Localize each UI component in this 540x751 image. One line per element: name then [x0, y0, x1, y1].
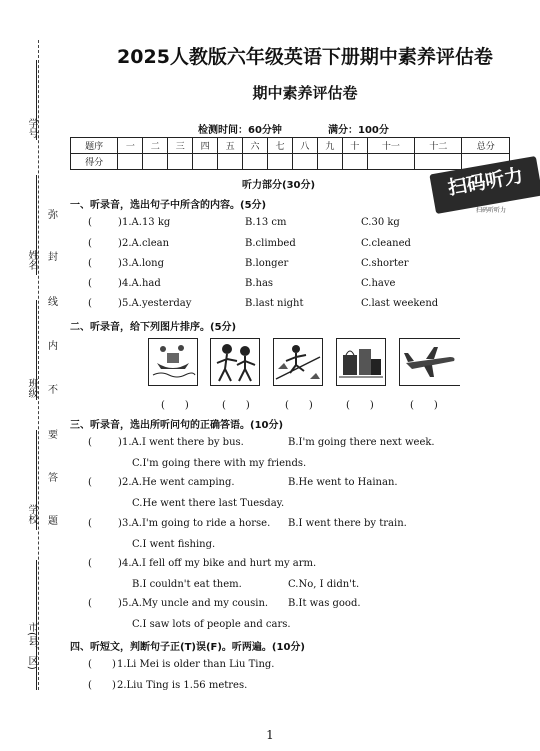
shopping-bags-icon — [337, 339, 385, 385]
seal-char: 题 — [48, 511, 58, 528]
exam-time: 检测时间：60分钟 — [198, 125, 282, 136]
option-c: C.shorter — [361, 258, 409, 269]
answer-paren-open[interactable]: ( — [88, 278, 92, 289]
option-b: B.I'm going there next week. — [288, 437, 435, 448]
answer-paren-close: ) — [118, 217, 122, 228]
answer-paren-close: ) — [118, 518, 122, 529]
score-input-cell[interactable] — [193, 154, 218, 170]
option-c: C.I saw lots of people and cars. — [132, 619, 291, 630]
picture-children-running — [210, 338, 260, 386]
option-a: 1.A.I went there by bus. — [122, 437, 244, 448]
option-b: B.I went there by train. — [288, 518, 407, 529]
picture-order-paren[interactable]: ( ) — [285, 400, 313, 411]
score-input-cell[interactable] — [415, 154, 462, 170]
option-b: B.I couldn't eat them. — [132, 579, 242, 590]
score-input-cell[interactable] — [168, 154, 193, 170]
section-1-heading: 一、听录音，选出句子中所含的内容。(5分) — [70, 200, 267, 211]
section-3-heading: 三、听录音，选出所听问句的正确答语。(10分) — [70, 420, 284, 431]
option-c: C.have — [361, 278, 396, 289]
score-cell: 题序 — [71, 138, 118, 154]
answer-paren-close: ) — [118, 598, 122, 609]
option-a: 4.A.had — [122, 278, 161, 289]
answer-paren-close: ) — [118, 258, 122, 269]
option-c: C.last weekend — [361, 298, 439, 309]
seal-char: 弥 — [48, 205, 58, 222]
page-title: 2025人教版六年级英语下册期中素养评估卷 — [117, 46, 493, 68]
option-a: 5.A.yesterday — [122, 298, 192, 309]
option-b: B.longer — [245, 258, 289, 269]
score-cell: 十一 — [367, 138, 414, 154]
picture-order-paren[interactable]: ( ) — [161, 400, 189, 411]
seal-char: 答 — [48, 468, 58, 485]
running-children-icon — [211, 339, 259, 385]
option-a: 3.A.long — [122, 258, 165, 269]
option-b: B.last night — [245, 298, 304, 309]
picture-ski-slope — [273, 338, 323, 386]
option-c: C.He went there last Tuesday. — [132, 498, 285, 509]
answer-paren-open[interactable]: ( — [88, 680, 92, 691]
city-label: 市(县、区) — [26, 622, 37, 670]
score-table-header-row — [71, 138, 510, 154]
option-b: B.It was good. — [288, 598, 361, 609]
picture-airplane — [399, 338, 460, 386]
answer-paren-open[interactable]: ( — [88, 558, 92, 569]
score-cell: 九 — [317, 138, 342, 154]
option-c: C.No, I didn't. — [288, 579, 360, 590]
picture-order-paren[interactable]: ( ) — [222, 400, 250, 411]
option-a: 5.A.My uncle and my cousin. — [122, 598, 269, 609]
answer-paren-open[interactable]: ( — [88, 518, 92, 529]
student-id-label: 学号 — [26, 118, 37, 138]
answer-paren-open[interactable]: ( — [88, 238, 92, 249]
answer-paren-open[interactable]: ( — [88, 477, 92, 488]
score-table — [70, 137, 510, 170]
answer-paren-close: ) — [112, 680, 116, 691]
seal-char: 线 — [48, 292, 58, 309]
score-cell: 六 — [243, 138, 268, 154]
answer-paren-open[interactable]: ( — [88, 437, 92, 448]
answer-paren-close: ) — [118, 437, 122, 448]
score-cell: 十 — [342, 138, 367, 154]
page-number: 1 — [266, 728, 274, 742]
score-row-label: 得分 — [71, 154, 118, 170]
answer-paren-close: ) — [112, 659, 116, 670]
score-input-cell[interactable] — [367, 154, 414, 170]
answer-paren-open[interactable]: ( — [88, 598, 92, 609]
option-b: B.has — [245, 278, 274, 289]
score-cell: 五 — [218, 138, 243, 154]
picture-order-paren[interactable]: ( ) — [346, 400, 374, 411]
answer-paren-open[interactable]: ( — [88, 217, 92, 228]
option-c: C.I went fishing. — [132, 539, 216, 550]
binding-margin — [0, 0, 66, 751]
score-input-cell[interactable] — [267, 154, 292, 170]
name-label: 姓名 — [26, 250, 37, 270]
seal-char: 不 — [48, 380, 58, 397]
score-cell: 八 — [292, 138, 317, 154]
picture-boat-drawing — [148, 338, 198, 386]
picture-order-paren[interactable]: ( ) — [410, 400, 438, 411]
option-b: B.climbed — [245, 238, 296, 249]
full-score: 满分：100分 — [328, 125, 389, 136]
seal-char: 内 — [48, 336, 58, 353]
answer-paren-close: ) — [118, 238, 122, 249]
option-c: C.30 kg — [361, 217, 400, 228]
answer-paren-close: ) — [118, 477, 122, 488]
score-table-score-row — [71, 154, 510, 170]
score-cell: 七 — [267, 138, 292, 154]
score-cell: 总分 — [462, 138, 510, 154]
option-a: 2.A.clean — [122, 238, 170, 249]
scan-listening-stamp[interactable]: 扫码听力 — [429, 156, 540, 214]
score-cell: 四 — [193, 138, 218, 154]
boat-icon — [149, 339, 197, 385]
picture-shop-goods — [336, 338, 386, 386]
class-label: 班级 — [26, 378, 37, 398]
score-cell: 三 — [168, 138, 193, 154]
score-input-cell[interactable] — [243, 154, 268, 170]
score-input-cell[interactable] — [317, 154, 342, 170]
answer-paren-open[interactable]: ( — [88, 258, 92, 269]
answer-paren-close: ) — [118, 298, 122, 309]
page-subtitle: 期中素养评估卷 — [252, 84, 358, 102]
score-input-cell[interactable] — [218, 154, 243, 170]
option-b: B.13 cm — [245, 217, 287, 228]
score-input-cell[interactable] — [342, 154, 367, 170]
school-label: 学校 — [26, 504, 37, 524]
section-4-heading: 四、听短文，判断句子正(T)误(F)。听两遍。(10分) — [70, 642, 305, 653]
seal-char: 要 — [48, 425, 58, 442]
option-a: 2.A.He went camping. — [122, 477, 235, 488]
option-a: 1.A.13 kg — [122, 217, 171, 228]
option-c: C.I'm going there with my friends. — [132, 458, 307, 469]
score-cell: 二 — [143, 138, 168, 154]
airplane-icon — [400, 339, 460, 385]
option-a: 3.A.I'm going to ride a horse. — [122, 518, 271, 529]
answer-paren-close: ) — [118, 558, 122, 569]
score-cell: 一 — [118, 138, 143, 154]
answer-paren-close: ) — [118, 278, 122, 289]
seal-char: 封 — [48, 247, 58, 264]
statement-text: 2.Liu Ting is 1.56 metres. — [117, 680, 248, 691]
score-cell: 十二 — [415, 138, 462, 154]
score-input-cell[interactable] — [292, 154, 317, 170]
option-c: C.cleaned — [361, 238, 411, 249]
score-input-cell[interactable] — [143, 154, 168, 170]
skiing-icon — [274, 339, 322, 385]
listening-part-title: 听力部分(30分) — [242, 180, 316, 191]
option-a: 4.A.I fell off my bike and hurt my arm. — [122, 558, 317, 569]
scan-listening-subtext: 扫码听听力 — [476, 207, 507, 214]
option-b: B.He went to Hainan. — [288, 477, 398, 488]
section-2-heading: 二、听录音，给下列图片排序。(5分) — [70, 322, 237, 333]
statement-text: 1.Li Mei is older than Liu Ting. — [117, 659, 275, 670]
answer-paren-open[interactable]: ( — [88, 298, 92, 309]
score-input-cell[interactable] — [118, 154, 143, 170]
answer-paren-open[interactable]: ( — [88, 659, 92, 670]
